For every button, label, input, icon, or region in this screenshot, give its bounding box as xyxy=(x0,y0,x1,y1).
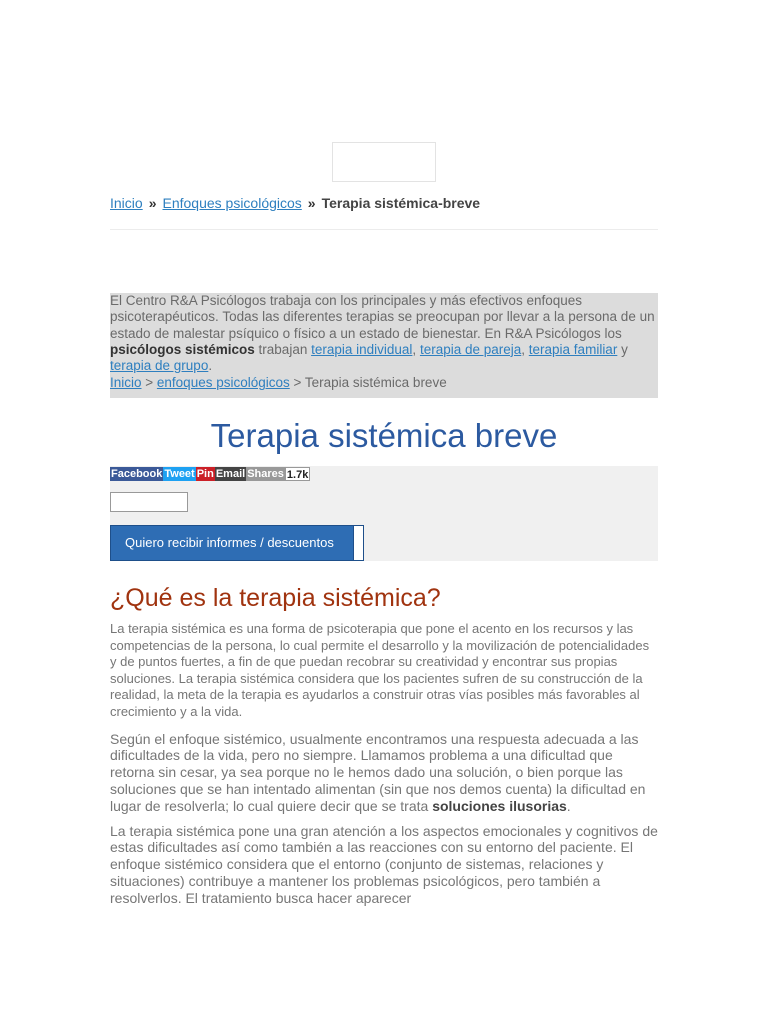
request-info-button-label: Quiero recibir informes / descuentos xyxy=(125,535,334,550)
link-terapia-individual[interactable]: terapia individual xyxy=(311,341,413,357)
breadcrumb-enfoques-link[interactable]: Enfoques psicológicos xyxy=(162,195,302,211)
secondary-breadcrumb-enfoques-link[interactable]: enfoques psicológicos xyxy=(156,375,290,391)
facebook-share-button[interactable]: Facebook xyxy=(111,468,163,480)
intro-text: , xyxy=(412,341,420,357)
shares-label: Shares xyxy=(247,468,284,480)
breadcrumb-current: Terapia sistémica-breve xyxy=(321,195,481,211)
intro-bold-text: psicólogos sistémicos xyxy=(110,341,255,357)
tweet-share-button[interactable]: Tweet xyxy=(164,468,195,480)
breadcrumb-separator: » xyxy=(148,195,157,211)
intro-box xyxy=(110,293,658,398)
intro-paragraph xyxy=(110,293,658,374)
divider xyxy=(110,229,658,230)
secondary-breadcrumb-current: > Terapia sistémica breve xyxy=(289,375,447,391)
intro-text: trabajan xyxy=(254,341,312,357)
section-title: ¿Qué es la terapia sistémica? xyxy=(110,584,441,612)
paragraph-text: . xyxy=(566,797,571,814)
page-title: Terapia sistémica breve xyxy=(210,417,558,454)
secondary-breadcrumb xyxy=(110,375,658,391)
intro-text: . xyxy=(208,358,213,374)
email-share-button[interactable]: Email xyxy=(215,468,246,480)
breadcrumb-home-link[interactable]: Inicio xyxy=(110,195,143,211)
breadcrumb xyxy=(110,195,480,211)
breadcrumb-separator: » xyxy=(307,195,316,211)
text-input[interactable] xyxy=(110,492,188,512)
article-paragraph-1: La terapia sistémica es una forma de psicoterapia que pone el acento en los recursos y las competencias de la persona, lo cual permite el desarrollo y la movilización de potencialidades y de puntos fuertes, a fin de que puedan recobrar su creatividad y encontrar sus propias soluciones. La terapia sistémica considera que los pacientes sufren de su construcción de la realidad, la meta de la terapia es ayudarlos a construir otras vías posibles más favorables al crecimiento y a la vida. xyxy=(110,621,650,719)
request-info-button[interactable] xyxy=(110,525,364,561)
link-terapia-grupo[interactable]: terapia de grupo xyxy=(110,358,209,374)
article-paragraph-2 xyxy=(110,731,658,815)
intro-text: El Centro R&A Psicólogos trabaja con los principales y más efectivos enfoques psicoterapéuticos. Todas las diferentes terapias se preocupan por llevar a la persona de un estado de malestar psíquico o físico a un estado de bienestar. En R&A Psicólogos los xyxy=(110,293,655,341)
link-terapia-pareja[interactable]: terapia de pareja xyxy=(419,341,522,357)
paragraph-text: Según el enfoque sistémico, usualmente encontramos una respuesta adecuada a las dificultades de la vida, pero no siempre. Llamamos problema a una dificultad que retorna sin cesar, ya sea porque no le hemos dado una solución, o bien porque las soluciones que se han intentado alimentan (sin que nos demos cuenta) la dificultad en lugar de resolverla; lo cual quiere decir que se trata xyxy=(110,730,646,814)
article-paragraph-3: La terapia sistémica pone una gran atención a los aspectos emocionales y cognitivos de estas dificultades así como también a las reacciones con su entorno del paciente. El enfoque sistémico considera que el entorno (conjunto de sistemas, relaciones y situaciones) contribuye a mantener los problemas psicológicos, pero también a resolverlos. El tratamiento busca hacer aparecer xyxy=(110,822,658,906)
pin-share-button[interactable]: Pin xyxy=(196,468,214,480)
article-body xyxy=(110,621,658,915)
button-edge xyxy=(353,526,363,560)
share-panel xyxy=(110,466,658,561)
secondary-breadcrumb-home-link[interactable]: Inicio xyxy=(110,375,142,391)
logo-placeholder[interactable] xyxy=(332,142,436,182)
share-bar xyxy=(110,467,310,481)
secondary-breadcrumb-separator: > xyxy=(141,375,157,391)
link-terapia-familiar[interactable]: terapia familiar xyxy=(528,341,618,357)
shares-count: 1.7k xyxy=(286,469,309,481)
paragraph-bold-text: soluciones ilusorias xyxy=(432,797,567,814)
intro-text: y xyxy=(617,341,628,357)
intro-text: , xyxy=(521,341,529,357)
